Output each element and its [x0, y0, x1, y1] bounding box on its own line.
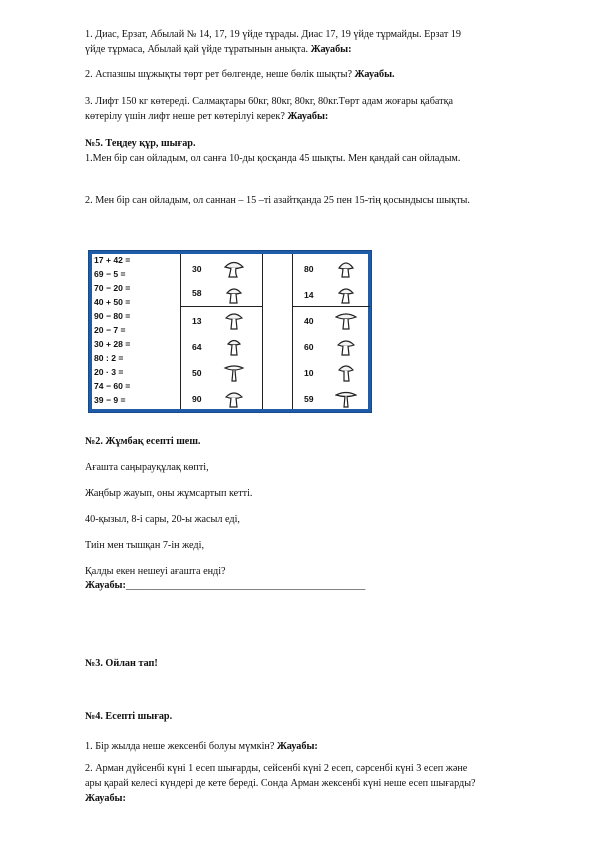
riddle-line-1: Ағашта саңырауқұлақ көпті, — [85, 462, 209, 473]
problem-2-line-b: ары қарай келесі күндері де кете береді. Сонда Арман жексенбі күні неше есеп шығарды? — [85, 778, 476, 789]
riddle-line-3: 40-қызыл, 8-і сары, 20-ы жасыл еді, — [85, 514, 240, 525]
section-4-heading: №4. Есепті шығар. — [85, 711, 173, 722]
mushroom-icon — [335, 362, 357, 382]
mushroom-icon — [223, 362, 245, 382]
answers-column-b — [292, 254, 370, 409]
mushroom-icon — [335, 336, 357, 356]
task-2-line: 2. Аспазшы шұжықты төрт рет бөлгенде, неше бөлік шықты? Жауабы. — [85, 69, 395, 80]
answer-number: 10 — [304, 368, 314, 378]
answer-number: 80 — [304, 264, 314, 274]
divider — [292, 306, 370, 307]
answer-number: 30 — [192, 264, 202, 274]
section-2-heading: №2. Жұмбақ есепті шеш. — [85, 436, 201, 447]
answer-number: 14 — [304, 290, 314, 300]
expression: 90 − 80 = — [94, 311, 131, 321]
section-5-heading: №5. Теңдеу құр, шығар. — [85, 138, 196, 149]
mushroom-icon — [223, 310, 245, 330]
mushroom-icon — [335, 258, 357, 278]
expression: 20 − 7 = — [94, 325, 126, 335]
riddle-line-5: Қалды екен нешеуі ағашта енді? — [85, 566, 226, 577]
expression: 74 − 60 = — [94, 381, 131, 391]
riddle-line-2: Жаңбыр жауып, оны жұмсартып кетті. — [85, 488, 253, 499]
expression: 20 · 3 = — [94, 367, 124, 377]
answer-number: 60 — [304, 342, 314, 352]
answer-number: 50 — [192, 368, 202, 378]
task-1-line-b: үйде тұрмаса, Абылай қай үйде тұратынын анықта. Жауабы: — [85, 44, 352, 55]
answer-number: 40 — [304, 316, 314, 326]
task-3-line-a: 3. Лифт 150 кг көтереді. Салмақтары 60кг, 80кг, 80кг, 80кг.Төрт адам жоғары қабатқа — [85, 96, 454, 107]
expression: 30 + 28 = — [94, 339, 131, 349]
expression: 69 − 5 = — [94, 269, 126, 279]
expression: 17 + 42 = — [94, 255, 131, 265]
mushroom-icon — [335, 284, 357, 304]
answer-number: 13 — [192, 316, 202, 326]
mushroom-icon — [223, 258, 245, 278]
equation-task-2: 2. Мен бір сан ойладым, ол саннан – 15 –ті азайтқанда 25 пен 15-тің қосындысы шықты. — [85, 195, 470, 206]
answers-column-a — [180, 254, 263, 409]
column-gap — [262, 254, 293, 409]
problem-2-answer: Жауабы: — [85, 793, 126, 804]
equation-task-1: 1.Мен бір сан ойладым, ол санға 10-ды қосқанда 45 шықты. Мен қандай сан ойладым. — [85, 153, 461, 164]
problem-1: 1. Бір жылда неше жексенбі болуы мүмкін? Жауабы: — [85, 741, 318, 752]
mushroom-icon — [223, 284, 245, 304]
expression: 39 − 9 = — [94, 395, 126, 405]
mushroom-matching-figure — [88, 250, 372, 413]
problem-2-line-a: 2. Арман дүйсенбі күні 1 есеп шығарды, сейсенбі күні 2 есеп, сәрсенбі күні 3 есеп және — [85, 763, 468, 774]
section-3-heading: №3. Ойлан тап! — [85, 658, 158, 669]
task-3-line-b: көтерілу үшін лифт неше рет көтерілуі керек? Жауабы: — [85, 111, 329, 122]
answer-number: 59 — [304, 394, 314, 404]
mushroom-icon — [335, 388, 357, 408]
divider — [180, 306, 262, 307]
mushroom-icon — [223, 388, 245, 408]
task-1-line-a: 1. Диас, Ерзат, Абылай № 14, 17, 19 үйде тұрады. Диас 17, 19 үйде тұрмайды. Ерзат 19 — [85, 29, 462, 40]
answer-line: Жауабы:_______________________________________________ — [85, 580, 366, 591]
answer-number: 58 — [192, 288, 202, 298]
expression: 80 : 2 = — [94, 353, 124, 363]
mushroom-icon — [335, 310, 357, 330]
expression: 40 + 50 = — [94, 297, 131, 307]
answer-number: 90 — [192, 394, 202, 404]
expression: 70 − 20 = — [94, 283, 131, 293]
riddle-line-4: Тиін мен тышқан 7-ін жеді, — [85, 540, 204, 551]
expressions-column — [92, 254, 181, 409]
mushroom-icon — [223, 336, 245, 356]
answer-number: 64 — [192, 342, 202, 352]
